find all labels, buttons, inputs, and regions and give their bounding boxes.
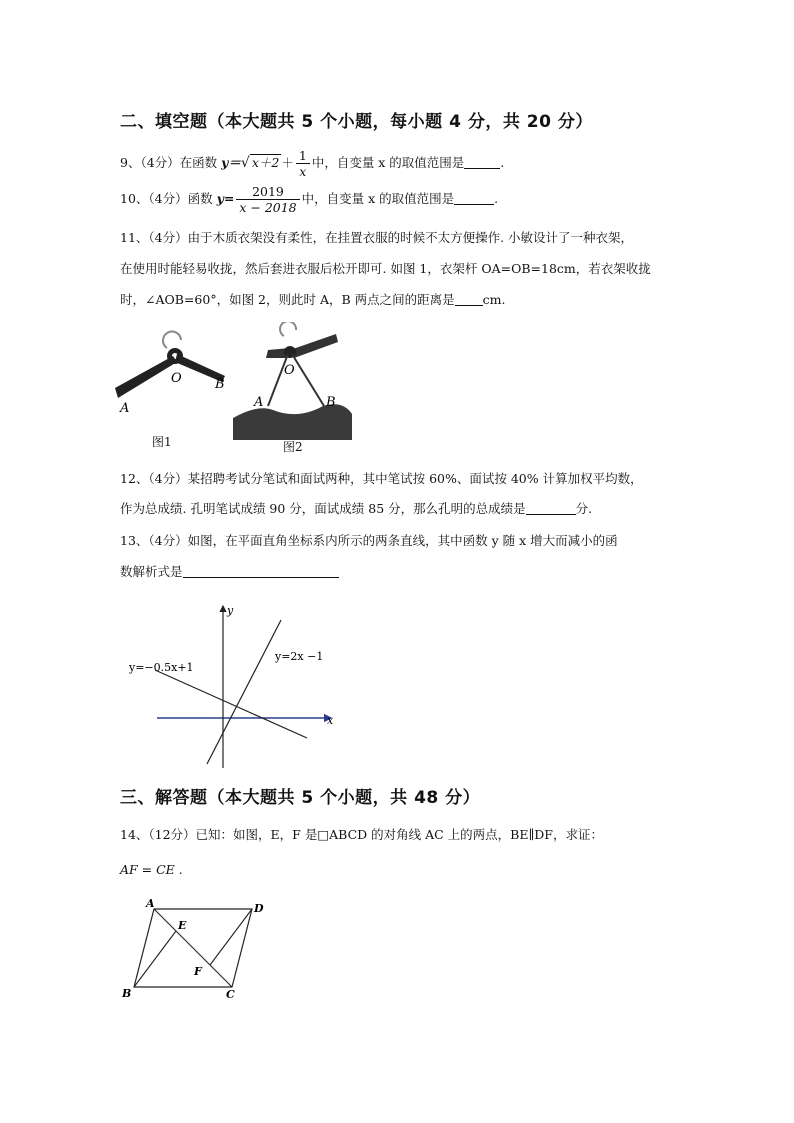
q11-unit: cm. — [482, 292, 506, 307]
fig2-label-o: O — [284, 363, 295, 378]
q13-answer-blank[interactable] — [183, 565, 339, 578]
q14-line-1: 14、（12分）已知：如图，E，F 是□ABCD 的对角线 AC 上的两点，BE∥DF，求证： — [120, 827, 603, 842]
hanger-hook — [163, 332, 181, 348]
label-e: E — [178, 919, 187, 932]
q12-line-2-text: 作为总成绩. 孔明笔试成绩 90 分，面试成绩 85 分，那么孔明的总成绩是 — [120, 501, 526, 516]
figure-1-caption: 图1 — [152, 435, 172, 449]
line-decreasing-label: y=−0.5x+1 — [129, 661, 194, 674]
section-3-title: 三、解答题（本大题共 5 个小题，共 48 分） — [120, 788, 481, 808]
hanger-rod-oa — [268, 354, 288, 406]
q11-line-1: 11、（4分）由于木质衣架没有柔性，在挂置衣服的时候不太方便操作. 小敏设计了一种衣架， — [120, 230, 634, 245]
label-f: F — [194, 965, 202, 978]
q14-parallelogram-figure — [118, 895, 278, 1005]
q12-unit: 分. — [575, 501, 593, 516]
q10-prefix: 10、（4分）函数 — [120, 191, 213, 206]
y-axis-label: y — [227, 604, 234, 617]
label-b: B — [122, 987, 132, 1000]
diagonal-ac — [154, 909, 232, 987]
line-decreasing — [155, 670, 307, 738]
q13-line-2 — [120, 562, 339, 582]
label-c: C — [226, 988, 235, 1001]
segment-df — [210, 909, 252, 965]
fig1-label-b: B — [215, 377, 225, 392]
q14-line-2: AF = CE . — [120, 862, 183, 877]
q12-answer-blank[interactable] — [526, 502, 576, 515]
figure-2-hanger — [228, 322, 356, 440]
figure-1-hanger — [115, 318, 235, 418]
q9-frac-num: 1 — [296, 148, 310, 164]
q9-answer-blank[interactable] — [464, 156, 500, 169]
q9-plus: ＋ — [281, 155, 294, 170]
q13-line-1: 13、（4分）如图，在平面直角坐标系内所示的两条直线，其中函数 y 随 x 增大而减小的函 — [120, 533, 618, 548]
hanger-arm-a — [115, 356, 177, 398]
q10-answer-blank[interactable] — [454, 192, 494, 205]
q10-frac-num: 2019 — [236, 184, 299, 200]
hanger-hook — [280, 322, 296, 336]
fig1-label-a: A — [120, 401, 130, 416]
q10-frac-den: x − 2018 — [239, 200, 297, 215]
line-increasing-label: y=2x −1 — [275, 650, 324, 663]
q9-radicand: x＋2 — [251, 155, 280, 170]
figure-2-caption: 图2 — [283, 440, 303, 454]
question-10 — [120, 184, 498, 215]
q9-prefix: 9、（4分）在函数 — [120, 155, 218, 170]
q9-end: . — [500, 155, 505, 170]
q11-line-2: 在使用时能轻易收拢，然后套进衣服后松开即可. 如图 1，衣架杆 OA=OB=18cm，若衣架收拢 — [120, 261, 651, 276]
q11-answer-blank[interactable] — [455, 293, 483, 306]
q9-suffix: 中，自变量 x 的取值范围是 — [311, 155, 465, 170]
q12-line-2 — [120, 499, 592, 519]
hanger-rod-ob — [292, 354, 324, 406]
fig2-label-a: A — [254, 395, 264, 410]
x-axis-label: x — [327, 714, 334, 727]
q9-frac-den: x — [299, 164, 307, 179]
segment-be — [134, 931, 176, 987]
q10-suffix: 中，自变量 x 的取值范围是 — [301, 191, 455, 206]
q10-fraction — [236, 184, 299, 215]
hanger-arm-top — [290, 334, 338, 358]
q13-line-2-text: 数解析式是 — [120, 564, 183, 579]
label-d: D — [254, 902, 264, 915]
q12-line-1: 12、（4分）某招聘考试分笔试和面试两种，其中笔试按 60%、面试按 40% 计算加权平均数， — [120, 471, 643, 486]
q11-line-3-text: 时，∠AOB=60°，如图 2，则此时 A，B 两点之间的距离是 — [120, 292, 455, 307]
label-a: A — [146, 897, 155, 910]
section-2-title: 二、填空题（本大题共 5 个小题，每小题 4 分，共 20 分） — [120, 112, 593, 132]
q9-y: y＝ — [221, 155, 241, 170]
q10-end: . — [494, 191, 499, 206]
line-increasing — [207, 620, 281, 764]
fig2-label-b: B — [326, 395, 336, 410]
fig1-label-o: O — [171, 371, 182, 386]
q13-coordinate-graph — [125, 598, 345, 770]
q9-fraction — [296, 148, 310, 179]
q11-line-3 — [120, 290, 505, 310]
q10-y: y= — [216, 191, 235, 206]
question-9: 9、（4分）在函数 y＝√ x＋2 ＋ $\frac{1}{x}$ 中，自变量 x 的取值范围是 . — [120, 148, 505, 179]
